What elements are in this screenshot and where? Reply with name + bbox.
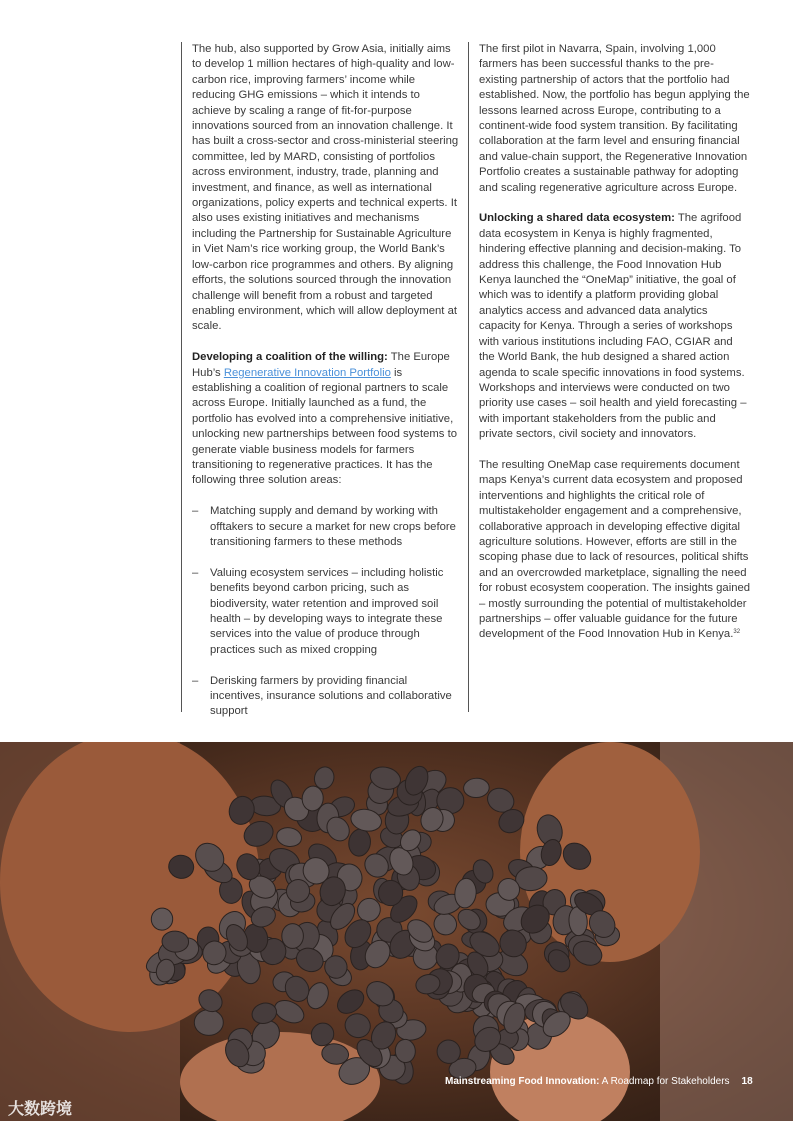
paragraph-heading: Unlocking a shared data ecosystem: <box>479 212 675 225</box>
list-item-text: Valuing ecosystem services – including holistic benefits beyond carbon pricing, such as biodiversity, water retention and improved soil health – by developing ways to integrate these services into the value of produce through practices such as mixed cropping <box>210 566 444 656</box>
paragraph <box>479 211 751 442</box>
coffee-bean <box>463 778 490 799</box>
paragraph: The hub, also supported by Grow Asia, initially aims to develop 1 million hectares of high-quality and low-carbon rice, improving farmers’ income while reducing GHG emissions – which it intends to achieve by scaling a range of fit-for-purpose innovations sourced from an innovation challenge. It has built a cross-sector and cross-ministerial steering committee, led by MARD, consisting of portfolios across environment, industry, trade, planning and investment, and finance, as well as international organizations, policy experts and technical experts. It also uses existing initiatives and mechanisms including the Partnership for Sustainable Agriculture in Viet Nam’s rice working group, the World Bank’s low-carbon rice programmes and others. By aligning efforts, the solutions sourced through the innovation challenge will benefit from a robust and targeted enabling environment, which will allow deployment at scale. <box>192 43 459 333</box>
text: The resulting OneMap case requirements document maps Kenya’s current data ecosystem and proposed interventions and highlights the critical role of multistakeholder engagement and a comprehensive, collaborative approach in developing effective digital agriculture solutions. However, efforts are still in the scoping phase due to lack of resources, political shifts and an overcrowded marketplace, signalling the need for robust ecosystem cooperation. The insights gained – mostly surrounding the potential of multistakeholder partnerships – offer valuable guidance for the future development of the Food Innovation Hub in Kenya. <box>479 458 751 641</box>
paragraph <box>192 350 460 489</box>
coffee-bean <box>379 880 403 905</box>
bullet-dash: – <box>192 674 199 687</box>
bullet-dash: – <box>192 566 199 579</box>
regenerative-innovation-portfolio-link[interactable]: Regenerative Innovation Portfolio <box>223 366 391 379</box>
page-number: 18 <box>741 1076 753 1087</box>
footer-title-bold: Mainstreaming Food Innovation: <box>445 1076 600 1087</box>
coffee-bean <box>194 1010 223 1036</box>
list-item <box>192 566 460 658</box>
list-item-text: Derisking farmers by providing financial incentives, insurance solutions and collaborative support <box>210 674 452 718</box>
paragraph <box>479 458 751 643</box>
bullet-dash: – <box>192 505 199 518</box>
list-item <box>192 504 460 550</box>
photo-illustration <box>0 742 793 1121</box>
coffee-bean <box>347 828 372 858</box>
coffee-beans-in-hands-photo <box>0 742 793 1121</box>
text: The Europe Hub’s <box>192 351 450 379</box>
footnote-marker: 32 <box>733 629 741 636</box>
text: is establishing a coalition of regional partners to scale across Europe. Initially launched as a fund, the portfolio has evolved into a comprehensive initiative, unlocking new partnerships between food systems to generate viable business models for farmers transitioning to regenerative practices. It has the following three solution areas: <box>192 366 457 487</box>
footer-title: A Roadmap for Stakeholders <box>599 1076 730 1087</box>
watermark-logo: 大数跨境 <box>8 1101 73 1118</box>
coffee-bean <box>342 1010 374 1041</box>
coffee-bean <box>333 985 368 1018</box>
paragraph: The first pilot in Navarra, Spain, involving 1,000 farmers has been successful thanks to the pre-existing partnership of actors that the portfolio had established. Now, the portfolio has begun applying the lessons learned across Europe, contributing to a continent-wide food system transition. By facilitating collaboration at the farm level and ensuring financial and value-chain support, the Regenerative Innovation Portfolio creates a sustainable pathway for adopting and scaling regenerative agriculture across Europe. <box>479 43 750 194</box>
coffee-bean <box>275 826 303 849</box>
list-item-text: Matching supply and demand by working with offtakers to secure a market for new crops before transitioning farmers to these methods <box>210 505 456 548</box>
text: The agrifood data ecosystem in Kenya is highly fragmented, hindering effective planning and decision-making. To address this challenge, the Food Innovation Hub Kenya launched the “OneMap” initiative, the goal of which was to identify a platform providing global analytics access and advanced data analytics capacity for Kenya. Through a series of workshops with various institutions including FAO, CGIAR and the World Bank, the hub designed a shared action agenda to scale specific innovations in food systems. Workshops and interviews were conducted on two priority use cases – soil health and yield forecasting – with important stakeholders from the public and private sectors, civil society and innovators. <box>479 212 747 441</box>
paragraph-heading: Developing a coalition of the willing: <box>192 351 388 364</box>
coffee-bean <box>282 924 304 949</box>
right-column <box>468 42 754 712</box>
left-column <box>181 42 460 718</box>
list-item <box>192 674 460 720</box>
solution-areas-list <box>192 504 460 720</box>
page-footer <box>445 1076 753 1087</box>
